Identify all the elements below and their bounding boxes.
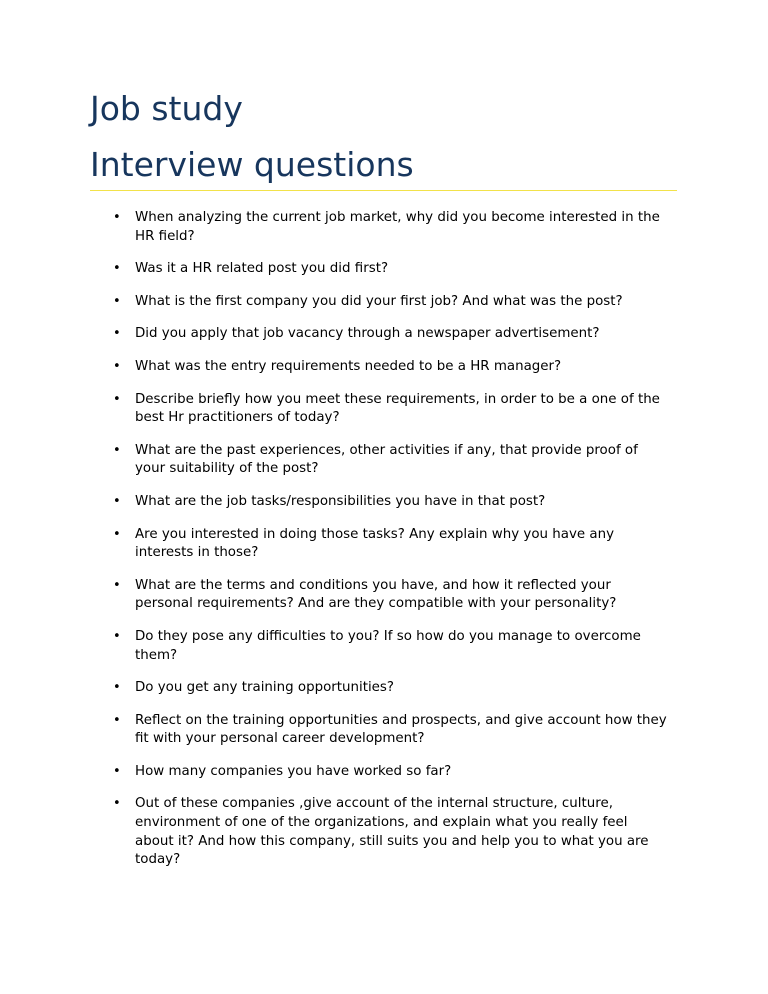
heading-divider (90, 190, 677, 191)
question-item (90, 679, 670, 698)
question-text: How many companies you have worked so far? (135, 763, 452, 779)
question-item (90, 493, 670, 512)
bullet-icon: • (113, 442, 121, 458)
question-text: Are you interested in doing those tasks? Any explain why you have any interests in those? (135, 526, 614, 561)
bullet-icon: • (113, 628, 121, 644)
bullet-icon: • (113, 796, 121, 812)
bullet-icon: • (113, 261, 121, 277)
bullet-icon: • (113, 293, 121, 309)
document-subtitle: Interview questions (90, 145, 414, 184)
bullet-icon: • (113, 526, 121, 542)
question-text: Do you get any training opportunities? (135, 680, 394, 696)
question-text: Out of these companies ,give account of the internal structure, culture, environment of one of the organizations, and explain what you really feel about it? And how this company, still suits you and help you to what you are today? (135, 796, 649, 868)
question-text: What are the terms and conditions you have, and how it reflected your personal requirements? And are they compatible with your personality? (135, 577, 617, 612)
question-text: Do they pose any difficulties to you? If so how do you manage to overcome them? (135, 628, 641, 663)
bullet-icon: • (113, 763, 121, 779)
question-text: What was the entry requirements needed to be a HR manager? (135, 358, 562, 374)
question-text: What are the past experiences, other activities if any, that provide proof of your suitability of the post? (135, 442, 638, 477)
document-title: Job study (90, 89, 243, 128)
bullet-icon: • (113, 326, 121, 342)
question-list (90, 209, 670, 884)
question-item (90, 577, 670, 614)
question-item (90, 391, 670, 428)
question-text: Was it a HR related post you did first? (135, 261, 389, 277)
question-item (90, 358, 670, 377)
bullet-icon: • (113, 577, 121, 593)
question-text: Describe briefly how you meet these requirements, in order to be a one of the best Hr practitioners of today? (135, 391, 660, 426)
question-item (90, 712, 670, 749)
question-item (90, 325, 670, 344)
question-text: Reflect on the training opportunities and prospects, and give account how they fit with your personal career development? (135, 712, 667, 747)
question-item (90, 795, 670, 869)
bullet-icon: • (113, 712, 121, 728)
question-text: What is the first company you did your first job? And what was the post? (135, 293, 623, 309)
bullet-icon: • (113, 680, 121, 696)
question-item (90, 526, 670, 563)
question-text: When analyzing the current job market, why did you become interested in the HR field? (135, 210, 660, 244)
bullet-icon: • (113, 493, 121, 509)
question-item (90, 442, 670, 479)
bullet-icon: • (113, 358, 121, 374)
bullet-icon: • (113, 391, 121, 407)
question-item (90, 209, 670, 246)
bullet-icon: • (113, 210, 121, 225)
question-text: What are the job tasks/responsibilities you have in that post? (135, 493, 546, 509)
question-item (90, 628, 670, 665)
question-item (90, 293, 670, 312)
question-text: Did you apply that job vacancy through a newspaper advertisement? (135, 326, 600, 342)
question-item (90, 763, 670, 782)
question-item (90, 260, 670, 279)
